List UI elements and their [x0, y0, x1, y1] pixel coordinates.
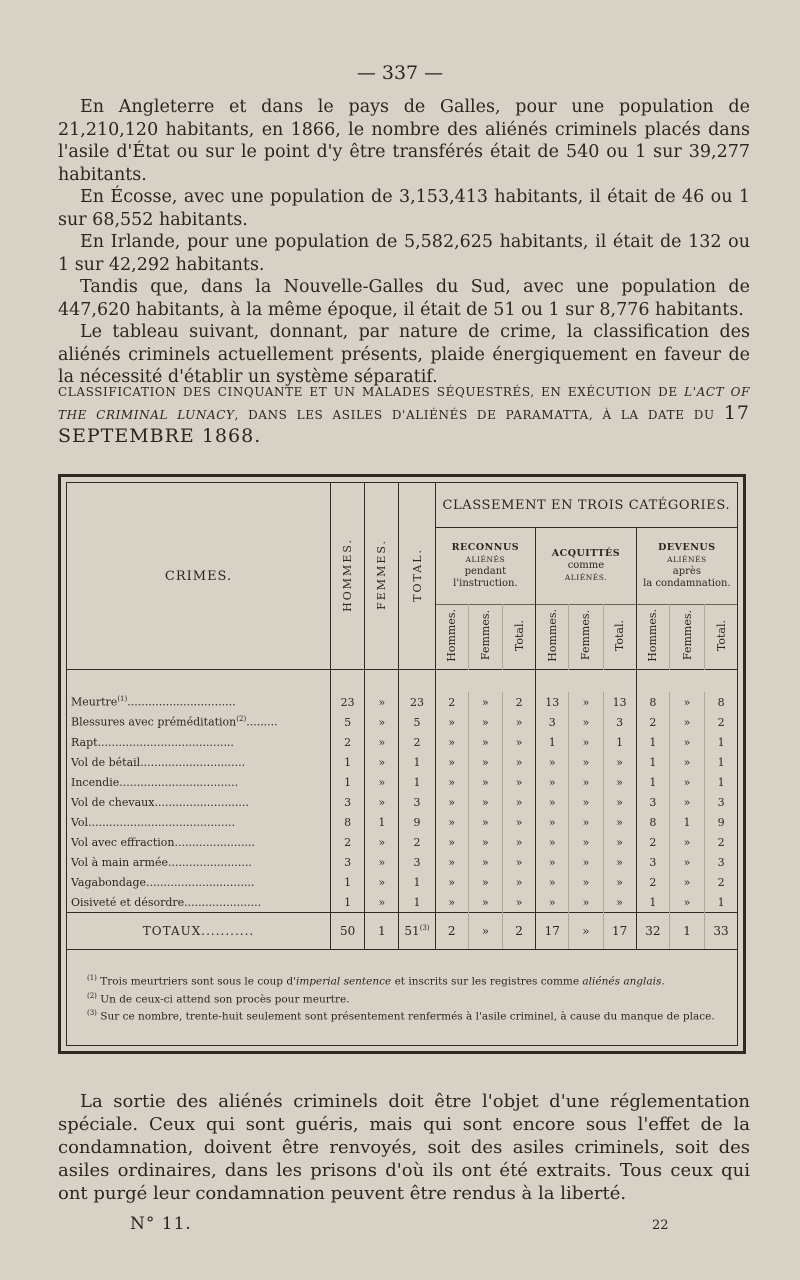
outro-text [58, 1090, 750, 1205]
category-count: » [468, 712, 502, 732]
category-count: » [669, 792, 704, 812]
table-row [67, 892, 737, 913]
category-count: 8 [636, 692, 669, 712]
count-t: 3 [399, 852, 435, 872]
category-count: » [468, 772, 502, 792]
count-f: » [365, 772, 399, 792]
category-count: » [502, 732, 535, 752]
intro-text [58, 96, 750, 389]
category-count: » [569, 792, 603, 812]
crime-name [67, 852, 331, 872]
leader-dots: ........................ [167, 855, 252, 869]
table-row [67, 872, 737, 892]
category-count: » [536, 772, 569, 792]
category-count: 1 [603, 732, 636, 752]
count-h: 1 [331, 772, 365, 792]
category-count: » [468, 832, 502, 852]
count-f: » [365, 852, 399, 872]
category-count: » [569, 852, 603, 872]
page-number: — 337 — [356, 62, 444, 84]
count-h: 5 [331, 712, 365, 732]
category-count: » [435, 752, 468, 772]
crime-label: Vol de bétail [71, 755, 141, 769]
category-count: » [603, 772, 636, 792]
category-count: » [536, 792, 569, 812]
footnote [87, 989, 731, 1007]
category-count: 3 [536, 712, 569, 732]
category-count: » [603, 852, 636, 872]
category-count: 1 [717, 775, 725, 789]
category-count: » [468, 872, 502, 892]
category-count: » [669, 752, 704, 772]
paragraph: En Écosse, avec une population de 3,153,413 habitants, il était de 46 ou 1 sur 68,552 habitants. [58, 187, 750, 230]
category-total: » [468, 913, 502, 950]
category-count: » [502, 872, 535, 892]
table-row [67, 752, 737, 772]
header-total: TOTAL. [399, 483, 435, 670]
count-h: 23 [331, 692, 365, 712]
footnote-ref: (1) [117, 695, 128, 704]
count-t: 23 [399, 692, 435, 712]
leader-dots: ........................... [154, 795, 249, 809]
subheader-hommes: Hommes. [435, 605, 468, 670]
footnote-italic2: aliénés anglais. [582, 975, 665, 988]
category-count: » [569, 812, 603, 832]
category-count: 1 [717, 755, 725, 769]
count-t: 5 [399, 712, 435, 732]
count-f: » [365, 792, 399, 812]
category-count: » [603, 752, 636, 772]
count-f: » [365, 732, 399, 752]
count-f: » [365, 892, 399, 913]
count-h: 1 [331, 892, 365, 913]
footnote-ref: (3) [419, 924, 430, 932]
count-h: 1 [331, 872, 365, 892]
category-count: » [536, 752, 569, 772]
category-count: » [669, 852, 704, 872]
category-count: » [669, 772, 704, 792]
crime-name [67, 892, 331, 913]
count-t: 3 [399, 792, 435, 812]
header-hommes: HOMMES. [331, 483, 365, 670]
category-count: » [502, 852, 535, 872]
category-count: » [435, 832, 468, 852]
category-count: 3 [636, 852, 669, 872]
leader-dots: ....................................... [97, 735, 234, 749]
category-count: » [468, 792, 502, 812]
category-count: 2 [636, 832, 669, 852]
category-count: 3 [717, 795, 725, 809]
table-row [67, 832, 737, 852]
category-total: 32 [636, 913, 669, 950]
category-count: » [435, 772, 468, 792]
subheader-total: Total. [603, 605, 636, 670]
footnote-text: Un de ceux-ci attend son procès pour meurtre. [100, 993, 350, 1005]
crime-label: Incendie [71, 775, 120, 789]
crime-name [67, 872, 331, 892]
category-count: » [468, 692, 502, 712]
category-count: 2 [636, 872, 669, 892]
category-count: 2 [435, 692, 468, 712]
category-count: » [435, 792, 468, 812]
category-count: » [502, 892, 535, 913]
category-count: 1 [669, 812, 704, 832]
category-count: » [569, 832, 603, 852]
crime-label: Vol [71, 815, 89, 829]
category-count: » [603, 832, 636, 852]
crime-label: Rapt [71, 735, 98, 749]
header-femmes: FEMMES. [365, 483, 399, 670]
subheader-total: Total. [705, 605, 737, 670]
category-count: » [669, 892, 704, 913]
total-t [399, 913, 435, 950]
crime-label: Blessures avec préméditation [71, 715, 237, 729]
category-count: 2 [717, 875, 725, 889]
crime-name [67, 772, 331, 792]
category-count: » [502, 752, 535, 772]
table-title-part1: CLASSIFICATION DES CINQUANTE ET UN MALADES SÉQUESTRÉS, EN EXÉCUTION DE [58, 385, 685, 399]
leader-dots: .............................. [140, 755, 246, 769]
crime-label: Vagabondage [71, 875, 146, 889]
footnote-mark: (1) [87, 974, 97, 982]
category-count: » [468, 752, 502, 772]
category-count: » [536, 892, 569, 913]
count-f: » [365, 752, 399, 772]
table-title-act: L'ACT OF THE CRIMINAL LUNACY [58, 385, 750, 422]
header-category-acquittes: ACQUITTÉS comme ALIÉNÉS. [536, 528, 637, 605]
paragraph: Tandis que, dans la Nouvelle-Galles du Sud, avec une population de 447,620 habitants, à la même époque, il était de 51 ou 1 sur 8,776 habitants. [58, 277, 750, 320]
category-count: » [569, 772, 603, 792]
crimes-table [67, 483, 737, 950]
category-count: 2 [502, 692, 535, 712]
category-count: » [669, 832, 704, 852]
leader-dots: .................................. [119, 775, 239, 789]
count-f: 1 [365, 812, 399, 832]
subheader-hommes: Hommes. [636, 605, 669, 670]
category-count: » [502, 792, 535, 812]
category-total: 33 [705, 913, 737, 950]
count-t: 2 [399, 732, 435, 752]
category-count: » [569, 712, 603, 732]
footnote-text: Trois meurtriers sont sous le coup d' [100, 975, 296, 988]
leader-dots: ....................... [174, 835, 255, 849]
crime-name [67, 692, 331, 712]
category-count: » [502, 812, 535, 832]
totals-label: TOTAUX........... [67, 913, 331, 950]
count-h: 1 [331, 752, 365, 772]
category-total: 2 [502, 913, 535, 950]
category-count: » [536, 832, 569, 852]
table-row [67, 732, 737, 752]
total-h: 50 [331, 913, 365, 950]
category-count: » [603, 792, 636, 812]
category-count: » [669, 872, 704, 892]
crime-name [67, 812, 331, 832]
category-count: 1 [536, 732, 569, 752]
footnote-mark: (3) [87, 1009, 97, 1017]
category-count: » [502, 712, 535, 732]
category-count: » [536, 812, 569, 832]
category-total: 17 [536, 913, 569, 950]
footnote [87, 1006, 731, 1024]
category-count: 8 [636, 812, 669, 832]
count-t: 9 [399, 812, 435, 832]
category-count: » [669, 712, 704, 732]
category-count: » [435, 872, 468, 892]
category-count: 1 [717, 895, 725, 909]
footnote-text2: et inscrits sur les registres comme [391, 975, 583, 988]
count-t: 1 [399, 772, 435, 792]
total-value: 51 [404, 924, 420, 938]
header-category-reconnus: RECONNUS ALIÉNÉS pendant l'instruction. [435, 528, 536, 605]
table-row [67, 792, 737, 812]
category-count: » [669, 732, 704, 752]
table-row [67, 712, 737, 732]
category-count: » [569, 732, 603, 752]
category-count: » [603, 872, 636, 892]
total-f: 1 [365, 913, 399, 950]
count-f: » [365, 712, 399, 732]
footnote-ref: (2) [236, 715, 247, 724]
header-category-devenus: DEVENUS ALIÉNÉS après la condamnation. [643, 542, 731, 589]
footnote-italic: imperial sentence [295, 975, 392, 988]
category-count: » [502, 772, 535, 792]
totals-row [67, 913, 737, 950]
footnote-text: Sur ce nombre, trente-huit seulement sont présentement renfermés à l'asile criminel, à cause du manque de place. [100, 1010, 715, 1023]
crime-name [67, 712, 331, 732]
signature-number: N° 11. [130, 1214, 192, 1234]
count-t: 1 [399, 752, 435, 772]
category-count: » [569, 752, 603, 772]
category-count: » [569, 892, 603, 913]
category-count: » [669, 692, 704, 712]
category-count: » [468, 892, 502, 913]
footnotes [73, 971, 731, 1024]
subheader-femmes: Femmes. [669, 605, 704, 670]
category-count: » [468, 852, 502, 872]
category-count: 3 [636, 792, 669, 812]
category-total: » [569, 913, 603, 950]
category-count: 13 [603, 692, 636, 712]
category-count: 2 [636, 712, 669, 732]
category-count: » [569, 872, 603, 892]
category-count: 1 [636, 772, 669, 792]
category-count: 1 [636, 752, 669, 772]
count-f: » [365, 832, 399, 852]
leader-dots: ............................... [146, 875, 255, 889]
category-count: 3 [603, 712, 636, 732]
category-count: » [435, 892, 468, 913]
count-h: 3 [331, 792, 365, 812]
category-count: » [569, 692, 603, 712]
table-row [67, 692, 737, 712]
category-count: » [435, 712, 468, 732]
table-title-part2: , DANS LES ASILES D'ALIÉNÉS DE PARAMATTA, À LA DATE DU [234, 408, 724, 422]
category-count: 1 [717, 735, 725, 749]
category-count: » [603, 892, 636, 913]
category-count: » [502, 832, 535, 852]
crime-name [67, 792, 331, 812]
classification-table-frame [58, 474, 746, 1054]
category-total: 17 [603, 913, 636, 950]
paragraph: En Irlande, pour une population de 5,582,625 habitants, il était de 132 ou 1 sur 42,292 habitants. [58, 232, 750, 275]
footnote-mark: (2) [87, 991, 97, 1000]
count-h: 3 [331, 852, 365, 872]
category-total: 2 [435, 913, 468, 950]
table-title [58, 382, 750, 449]
count-t: 2 [399, 832, 435, 852]
leader-dots: .......................................... [88, 815, 235, 829]
category-count: 2 [717, 835, 725, 849]
table-row [67, 772, 737, 792]
crime-label: Vol à main armée [71, 855, 168, 869]
subheader-hommes: Hommes. [536, 605, 569, 670]
classification-table [66, 482, 738, 1046]
table-row [67, 812, 737, 832]
crime-label: Vol avec effraction [71, 835, 175, 849]
paragraph: La sortie des aliénés criminels doit être l'objet d'une réglementation spéciale. Ceux qui sont guéris, mais qui sont encore sous l'effet de la condamnation, doivent être renvoyés, soit des asiles criminels, soit des asiles ordinaires, dans les prisons d'où ils ont été extraits. Tous ceux qui ont purgé leur condamnation peuvent être rendus à la liberté. [58, 1091, 750, 1204]
category-count: 13 [536, 692, 569, 712]
category-count: 8 [717, 695, 725, 709]
gathering-number: 22 [652, 1218, 669, 1233]
category-count: » [435, 732, 468, 752]
count-f: » [365, 692, 399, 712]
table-row [67, 852, 737, 872]
category-count: 9 [717, 815, 725, 829]
crime-label: Oisiveté et désordre [71, 895, 185, 909]
category-count: » [468, 732, 502, 752]
category-count: » [435, 852, 468, 872]
crime-label: Vol de chevaux [71, 795, 155, 809]
paragraph: Le tableau suivant, donnant, par nature de crime, la classification des aliénés criminels actuellement présents, plaide énergiquement en faveur de la nécessité d'établir un système séparatif. [58, 322, 750, 387]
footnote [87, 971, 731, 989]
category-count: » [435, 812, 468, 832]
category-count: 1 [636, 892, 669, 913]
subheader-total: Total. [502, 605, 535, 670]
category-count: 2 [717, 715, 725, 729]
paragraph: En Angleterre et dans le pays de Galles, pour une population de 21,210,120 habitants, en 1866, le nombre des aliénés criminels placés dans l'asile d'État ou sur le point d'y être transférés était de 540 ou 1 sur 39,277 habitants. [58, 97, 750, 185]
category-count: 3 [717, 855, 725, 869]
category-count: » [536, 852, 569, 872]
category-count: 1 [636, 732, 669, 752]
header-crimes: CRIMES. [67, 483, 331, 670]
category-count: » [468, 812, 502, 832]
count-t: 1 [399, 892, 435, 913]
crime-name [67, 752, 331, 772]
leader-dots: ...................... [184, 895, 262, 909]
count-h: 2 [331, 732, 365, 752]
category-count: » [603, 812, 636, 832]
category-count: » [536, 872, 569, 892]
subheader-femmes: Femmes. [468, 605, 502, 670]
crime-name [67, 832, 331, 852]
table-title-date: 17 SEPTEMBRE 1868. [58, 402, 751, 447]
leader-dots: ............................... [127, 695, 236, 709]
leader-dots: ......... [246, 715, 278, 729]
header-classement: CLASSEMENT EN TROIS CATÉGORIES. [435, 483, 737, 528]
count-h: 2 [331, 832, 365, 852]
subheader-femmes: Femmes. [569, 605, 603, 670]
count-h: 8 [331, 812, 365, 832]
crime-name [67, 732, 331, 752]
count-f: » [365, 872, 399, 892]
category-total: 1 [669, 913, 704, 950]
count-t: 1 [399, 872, 435, 892]
crime-label: Meurtre [71, 695, 118, 709]
